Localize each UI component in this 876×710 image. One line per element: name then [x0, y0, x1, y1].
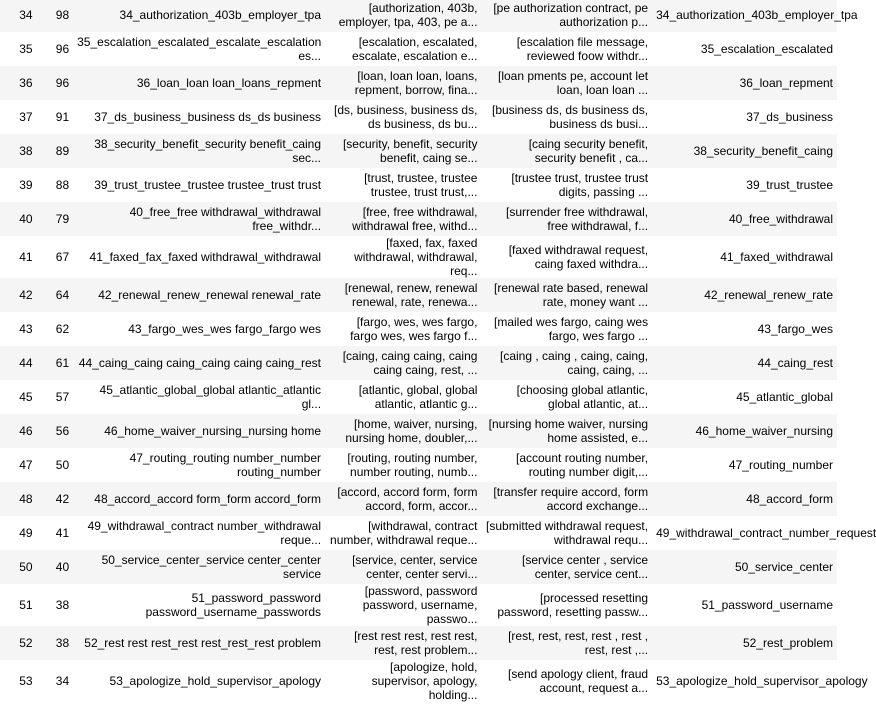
representation-cell: [security, benefit, security benefit, caing se... — [342, 137, 478, 165]
custom-name-cell: 46_home_waiver_nursing — [695, 424, 833, 438]
count-cell: 88 — [55, 178, 70, 192]
custom-name-cell: 45_atlantic_global — [736, 390, 833, 404]
custom-name-cell: 38_security_benefit_caing — [693, 144, 833, 158]
topic-name-cell: 48_accord_accord form_form accord_form — [94, 492, 322, 506]
topic-name-cell: 41_faxed_fax_faxed withdrawal_withdrawal — [89, 250, 322, 264]
row-index-cell: 43 — [19, 322, 33, 336]
row-index-cell: 45 — [19, 390, 33, 404]
topic-name-cell: 50_service_center_service center_center service — [101, 553, 322, 581]
count-cell: 98 — [55, 8, 70, 22]
representative-docs-cell: [nursing home waiver, nursing home assisted, e... — [488, 417, 649, 445]
row-index-cell: 37 — [19, 110, 33, 124]
count-cell: 50 — [55, 458, 70, 472]
table-row — [0, 380, 837, 414]
table-row — [0, 550, 837, 584]
representative-docs-cell: [caing , caing , caing, caing, caing, caing, ... — [500, 349, 649, 377]
count-cell: 42 — [55, 492, 70, 506]
representation-cell: [caing, caing caing, caing caing caing, rest, ... — [342, 349, 478, 377]
count-cell: 61 — [55, 356, 70, 370]
representative-docs-cell: [processed resetting password, resetting passw... — [497, 591, 649, 619]
table-row — [0, 448, 837, 482]
table-row — [0, 168, 837, 202]
row-index-cell: 48 — [19, 492, 33, 506]
representative-docs-cell: [submitted withdrawal request, withdrawal requ... — [486, 519, 649, 547]
custom-name-cell: 34_authorization_403b_employer_tpa — [656, 8, 858, 22]
custom-name-cell: 50_service_center — [734, 560, 833, 574]
representation-cell: [accord, accord form, form accord, form, accor... — [337, 485, 478, 513]
topic-name-cell: 38_security_benefit_security benefit_caing sec... — [94, 137, 322, 165]
representation-cell: [fargo, wes, wes fargo, fargo wes, wes fargo f... — [350, 315, 478, 343]
custom-name-cell: 40_free_withdrawal — [728, 212, 833, 226]
table-row — [0, 626, 837, 660]
topic-name-cell: 44_caing_caing caing_caing caing caing_rest — [78, 356, 322, 370]
table-row — [0, 346, 837, 380]
representation-cell: [routing, routing number, number routing, numb... — [347, 451, 478, 479]
table-row — [0, 516, 837, 550]
count-cell: 64 — [55, 288, 70, 302]
table-row — [0, 100, 837, 134]
representation-cell: [authorization, 403b, employer, tpa, 403, pe a... — [338, 1, 478, 29]
topic-name-cell: 47_routing_routing number_number routing_number — [129, 451, 322, 479]
custom-name-cell: 52_rest_problem — [742, 636, 833, 650]
row-index-cell: 46 — [19, 424, 33, 438]
row-index-cell: 44 — [19, 356, 33, 370]
row-index-cell: 52 — [19, 636, 33, 650]
custom-name-cell: 41_faxed_withdrawal — [720, 250, 833, 264]
representation-cell: [password, password password, username, passwo... — [362, 584, 478, 626]
row-index-cell: 36 — [19, 76, 33, 90]
representative-docs-cell: [renewal rate based, renewal rate, money want ... — [494, 281, 649, 309]
table-row — [0, 0, 837, 32]
representative-docs-cell: [account routing number, routing number digit,... — [516, 451, 649, 479]
representation-cell: [ds, business, business ds, ds business, ds bu... — [334, 103, 478, 131]
row-index-cell: 50 — [19, 560, 33, 574]
custom-name-cell: 35_escalation_escalated — [700, 42, 833, 56]
topic-name-cell: 46_home_waiver_nursing_nursing home — [104, 424, 322, 438]
representative-docs-cell: [caing security benefit, security benefit , ca... — [528, 137, 649, 165]
custom-name-cell: 47_routing_number — [728, 458, 833, 472]
row-index-cell: 38 — [19, 144, 33, 158]
representation-cell: [trust, trustee, trustee trustee, trust trust,... — [364, 171, 478, 199]
row-index-cell: 39 — [19, 178, 33, 192]
custom-name-cell: 43_fargo_wes — [757, 322, 833, 336]
count-cell: 89 — [55, 144, 70, 158]
custom-name-cell: 48_accord_form — [746, 492, 833, 506]
custom-name-cell: 51_password_username — [701, 598, 833, 612]
row-index-cell: 47 — [19, 458, 33, 472]
count-cell: 91 — [55, 110, 70, 124]
table-row — [0, 482, 837, 516]
representative-docs-cell: [loan pments pe, account let loan, loan loan ... — [498, 69, 649, 97]
row-index-cell: 35 — [19, 42, 33, 56]
representation-cell: [faxed, fax, faxed withdrawal, withdrawal, req... — [354, 236, 478, 278]
topic-name-cell: 36_loan_loan loan_loans_repment — [136, 76, 322, 90]
representation-cell: [atlantic, global, global atlantic, atlantic g... — [358, 383, 478, 411]
table-row — [0, 202, 837, 236]
topic-name-cell: 37_ds_business_business ds_ds business — [94, 110, 322, 124]
count-cell: 62 — [55, 322, 70, 336]
count-cell: 67 — [55, 250, 70, 264]
representative-docs-cell: [surrender free withdrawal, free withdrawal, f... — [506, 205, 649, 233]
topic-name-cell: 39_trust_trustee_trustee trustee_trust trust — [94, 178, 322, 192]
representative-docs-cell: [business ds, ds business ds, business ds busi... — [492, 103, 649, 131]
representative-docs-cell: [faxed withdrawal request, caing faxed withdra... — [508, 243, 649, 271]
representation-cell: [withdrawal, contract number, withdrawal reque... — [330, 519, 478, 547]
row-index-cell: 42 — [19, 288, 33, 302]
count-cell: 38 — [55, 598, 70, 612]
row-index-cell: 41 — [19, 250, 33, 264]
custom-name-cell: 36_loan_repment — [739, 76, 833, 90]
topic-name-cell: 45_atlantic_global_global atlantic_atlantic gl... — [99, 383, 322, 411]
count-cell: 38 — [55, 636, 70, 650]
topic-name-cell: 52_rest rest rest_rest rest_rest_rest problem — [84, 636, 322, 650]
table-row — [0, 414, 837, 448]
count-cell: 96 — [55, 42, 70, 56]
row-index-cell: 53 — [19, 674, 33, 688]
custom-name-cell: 39_trust_trustee — [746, 178, 833, 192]
row-index-cell: 51 — [19, 598, 33, 612]
topic-name-cell: 40_free_free withdrawal_withdrawal free_withdr... — [129, 205, 322, 233]
row-index-cell: 49 — [19, 526, 33, 540]
representation-cell: [loan, loan loan, loans, repment, borrow, fina... — [354, 69, 478, 97]
representation-cell: [apologize, hold, supervisor, apology, holding... — [371, 660, 478, 702]
topic-name-cell: 49_withdrawal_contract number_withdrawal reque... — [87, 519, 322, 547]
table-row — [0, 660, 837, 702]
table-row — [0, 236, 837, 278]
representative-docs-cell: [trustee trust, trustee trust digits, passing ... — [511, 171, 649, 199]
custom-name-cell: 37_ds_business — [746, 110, 833, 124]
representation-cell: [renewal, renew, renewal renewal, rate, renewa... — [344, 281, 478, 309]
representation-cell: [rest rest rest, rest rest, rest, rest problem... — [354, 629, 478, 657]
representative-docs-cell: [rest, rest, rest, rest , rest , rest, rest ,... — [508, 629, 649, 657]
representation-cell: [free, free withdrawal, withdrawal free, withd... — [352, 205, 478, 233]
representative-docs-cell: [pe authorization contract, pe authorization p... — [493, 1, 649, 29]
representation-cell: [service, center, service center, center servi... — [352, 553, 478, 581]
representative-docs-cell: [escalation file message, reviewed foow withdr... — [516, 35, 649, 63]
row-index-cell: 34 — [19, 8, 33, 22]
table-row — [0, 32, 837, 66]
count-cell: 56 — [55, 424, 70, 438]
topic-name-cell: 53_apologize_hold_supervisor_apology — [109, 674, 322, 688]
representative-docs-cell: [choosing global atlantic, global atlantic, at... — [516, 383, 649, 411]
count-cell: 34 — [55, 674, 70, 688]
topic-name-cell: 35_escalation_escalated_escalate_escalation es... — [77, 35, 322, 63]
representative-docs-cell: [send apology client, fraud account, request a... — [508, 667, 649, 695]
topic-name-cell: 42_renewal_renew_renewal renewal_rate — [98, 288, 322, 302]
topic-name-cell: 43_fargo_wes_wes fargo_fargo wes — [128, 322, 322, 336]
representative-docs-cell: [service center , service center, service cent... — [522, 553, 649, 581]
representative-docs-cell: [transfer require accord, form accord exchange... — [493, 485, 649, 513]
topic-name-cell: 34_authorization_403b_employer_tpa — [119, 8, 322, 22]
table-row — [0, 278, 837, 312]
topic-name-cell: 51_password_password password_username_passwords — [145, 591, 322, 619]
table-row — [0, 312, 837, 346]
representative-docs-cell: [mailed wes fargo, caing wes fargo, wes fargo ... — [494, 315, 649, 343]
table-row — [0, 584, 837, 626]
count-cell: 57 — [55, 390, 70, 404]
count-cell: 79 — [55, 212, 70, 226]
representation-cell: [home, waiver, nursing, nursing home, doubler,... — [345, 417, 478, 445]
custom-name-cell: 42_renewal_renew_rate — [704, 288, 833, 302]
custom-name-cell: 49_withdrawal_contract_number_request — [656, 526, 876, 540]
custom-name-cell: 44_caing_rest — [757, 356, 833, 370]
representation-cell: [escalation, escalated, escalate, escalation e... — [352, 35, 478, 63]
count-cell: 40 — [55, 560, 70, 574]
custom-name-cell: 53_apologize_hold_supervisor_apology — [656, 674, 868, 688]
count-cell: 41 — [55, 526, 70, 540]
table-row — [0, 66, 837, 100]
table-row — [0, 134, 837, 168]
count-cell: 96 — [55, 76, 70, 90]
row-index-cell: 40 — [19, 212, 33, 226]
